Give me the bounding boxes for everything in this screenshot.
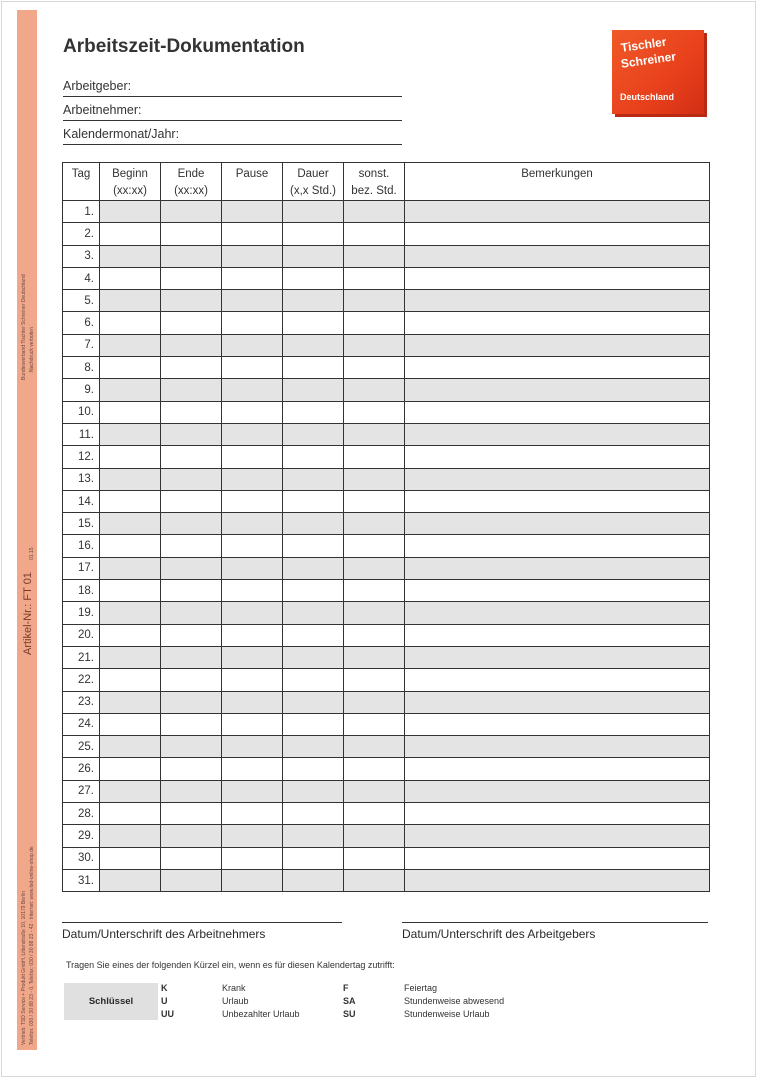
beginn-cell[interactable] <box>100 847 161 869</box>
sonst-cell[interactable] <box>344 713 405 735</box>
dauer-cell[interactable] <box>283 847 344 869</box>
beginn-cell[interactable] <box>100 780 161 802</box>
table-row <box>63 490 710 512</box>
sonst-cell[interactable] <box>344 646 405 668</box>
ende-cell[interactable] <box>161 803 222 825</box>
dauer-cell[interactable] <box>283 736 344 758</box>
sonst-cell[interactable] <box>344 290 405 312</box>
beginn-cell[interactable] <box>100 535 161 557</box>
dauer-cell[interactable] <box>283 758 344 780</box>
code-uu-text: Unbezahlter Urlaub <box>222 1009 300 1019</box>
logo-line-1: Tischler <box>620 34 668 55</box>
table-row <box>63 803 710 825</box>
pause-cell[interactable] <box>222 379 283 401</box>
bemerkungen-cell[interactable] <box>405 758 710 780</box>
day-cell: 15. <box>63 513 100 535</box>
header-ende: Ende (xx:xx) <box>161 163 222 201</box>
dauer-cell[interactable] <box>283 713 344 735</box>
code-k-text: Krank <box>222 983 246 993</box>
ende-cell[interactable] <box>161 557 222 579</box>
ende-cell[interactable] <box>161 624 222 646</box>
bemerkungen-cell[interactable] <box>405 669 710 691</box>
dauer-cell[interactable] <box>283 423 344 445</box>
bemerkungen-cell[interactable] <box>405 602 710 624</box>
ende-cell[interactable] <box>161 223 222 245</box>
table-header-row <box>63 163 710 201</box>
day-cell: 23. <box>63 691 100 713</box>
table-row <box>63 513 710 535</box>
bemerkungen-cell[interactable] <box>405 446 710 468</box>
sonst-cell[interactable] <box>344 490 405 512</box>
pause-cell[interactable] <box>222 513 283 535</box>
day-cell: 27. <box>63 780 100 802</box>
beginn-cell[interactable] <box>100 869 161 891</box>
header-bemerkungen: Bemerkungen <box>405 163 710 201</box>
bemerkungen-cell[interactable] <box>405 357 710 379</box>
sonst-cell[interactable] <box>344 468 405 490</box>
dauer-cell[interactable] <box>283 825 344 847</box>
beginn-cell[interactable] <box>100 602 161 624</box>
ende-cell[interactable] <box>161 490 222 512</box>
day-cell: 30. <box>63 847 100 869</box>
ende-cell[interactable] <box>161 669 222 691</box>
day-cell: 26. <box>63 758 100 780</box>
table-row <box>63 847 710 869</box>
table-row <box>63 401 710 423</box>
pause-cell[interactable] <box>222 713 283 735</box>
day-cell: 3. <box>63 245 100 267</box>
beginn-cell[interactable] <box>100 513 161 535</box>
ende-cell[interactable] <box>161 446 222 468</box>
bemerkungen-cell[interactable] <box>405 825 710 847</box>
bemerkungen-cell[interactable] <box>405 267 710 289</box>
dauer-cell[interactable] <box>283 223 344 245</box>
bemerkungen-cell[interactable] <box>405 557 710 579</box>
day-cell: 13. <box>63 468 100 490</box>
sonst-cell[interactable] <box>344 535 405 557</box>
beginn-cell[interactable] <box>100 624 161 646</box>
dauer-cell[interactable] <box>283 513 344 535</box>
sonst-cell[interactable] <box>344 357 405 379</box>
pause-cell[interactable] <box>222 624 283 646</box>
beginn-cell[interactable] <box>100 267 161 289</box>
bemerkungen-cell[interactable] <box>405 201 710 223</box>
beginn-cell[interactable] <box>100 401 161 423</box>
ende-cell[interactable] <box>161 580 222 602</box>
sonst-cell[interactable] <box>344 201 405 223</box>
pause-cell[interactable] <box>222 290 283 312</box>
code-u-text: Urlaub <box>222 996 249 1006</box>
ende-cell[interactable] <box>161 379 222 401</box>
sonst-cell[interactable] <box>344 401 405 423</box>
day-cell: 24. <box>63 713 100 735</box>
code-sa-text: Stundenweise abwesend <box>404 996 505 1006</box>
employer-field[interactable]: Arbeitgeber: <box>63 79 402 97</box>
code-u: U <box>161 996 168 1006</box>
pause-cell[interactable] <box>222 401 283 423</box>
dauer-cell[interactable] <box>283 290 344 312</box>
pause-cell[interactable] <box>222 267 283 289</box>
ende-cell[interactable] <box>161 535 222 557</box>
dauer-cell[interactable] <box>283 245 344 267</box>
dauer-cell[interactable] <box>283 602 344 624</box>
table-row <box>63 736 710 758</box>
table-row <box>63 379 710 401</box>
beginn-cell[interactable] <box>100 312 161 334</box>
code-sa: SA <box>343 996 356 1006</box>
beginn-cell[interactable] <box>100 557 161 579</box>
dauer-cell[interactable] <box>283 557 344 579</box>
logo-line-3: Deutschland <box>620 92 675 102</box>
day-cell: 20. <box>63 624 100 646</box>
tischler-schreiner-logo <box>612 30 704 114</box>
dauer-cell[interactable] <box>283 691 344 713</box>
table-row <box>63 580 710 602</box>
header-pause: Pause <box>222 163 283 201</box>
pause-cell[interactable] <box>222 669 283 691</box>
day-cell: 12. <box>63 446 100 468</box>
beginn-cell[interactable] <box>100 334 161 356</box>
pause-cell[interactable] <box>222 468 283 490</box>
day-cell: 9. <box>63 379 100 401</box>
beginn-cell[interactable] <box>100 357 161 379</box>
code-su: SU <box>343 1009 356 1019</box>
table-row <box>63 624 710 646</box>
bemerkungen-cell[interactable] <box>405 535 710 557</box>
ende-cell[interactable] <box>161 290 222 312</box>
pause-cell[interactable] <box>222 847 283 869</box>
beginn-cell[interactable] <box>100 669 161 691</box>
table-row <box>63 290 710 312</box>
ende-cell[interactable] <box>161 401 222 423</box>
logo-line-2: Schreiner <box>620 49 677 71</box>
day-cell: 8. <box>63 357 100 379</box>
bemerkungen-cell[interactable] <box>405 401 710 423</box>
pause-cell[interactable] <box>222 446 283 468</box>
pause-cell[interactable] <box>222 758 283 780</box>
table-row <box>63 869 710 891</box>
beginn-cell[interactable] <box>100 423 161 445</box>
ende-cell[interactable] <box>161 334 222 356</box>
bemerkungen-cell[interactable] <box>405 290 710 312</box>
time-table <box>62 162 710 892</box>
code-uu: UU <box>161 1009 174 1019</box>
sonst-cell[interactable] <box>344 446 405 468</box>
day-cell: 10. <box>63 401 100 423</box>
table-row <box>63 691 710 713</box>
bemerkungen-cell[interactable] <box>405 468 710 490</box>
ende-cell[interactable] <box>161 869 222 891</box>
dauer-cell[interactable] <box>283 468 344 490</box>
sonst-cell[interactable] <box>344 780 405 802</box>
dauer-cell[interactable] <box>283 580 344 602</box>
pause-cell[interactable] <box>222 780 283 802</box>
dauer-cell[interactable] <box>283 446 344 468</box>
sonst-cell[interactable] <box>344 669 405 691</box>
day-cell: 4. <box>63 267 100 289</box>
dauer-cell[interactable] <box>283 624 344 646</box>
pause-cell[interactable] <box>222 423 283 445</box>
day-cell: 2. <box>63 223 100 245</box>
pause-cell[interactable] <box>222 691 283 713</box>
dauer-cell[interactable] <box>283 379 344 401</box>
beginn-cell[interactable] <box>100 290 161 312</box>
sonst-cell[interactable] <box>344 624 405 646</box>
beginn-cell[interactable] <box>100 490 161 512</box>
pause-cell[interactable] <box>222 825 283 847</box>
sonst-cell[interactable] <box>344 245 405 267</box>
sonst-cell[interactable] <box>344 869 405 891</box>
key-label: Schlüssel <box>64 983 158 1020</box>
pause-cell[interactable] <box>222 223 283 245</box>
day-cell: 5. <box>63 290 100 312</box>
beginn-cell[interactable] <box>100 736 161 758</box>
table-row <box>63 267 710 289</box>
sonst-cell[interactable] <box>344 803 405 825</box>
side-note-bottom-2: Telefon: 030 / 30 88 23 - 0, Telefax: 030 / 30 88 23 - 42 · Internet: www.tsd-online-shop.de <box>29 846 35 1045</box>
employee-field[interactable]: Arbeitnehmer: <box>63 103 402 121</box>
code-su-text: Stundenweise Urlaub <box>404 1009 490 1019</box>
table-row <box>63 423 710 445</box>
header-tag: Tag <box>63 163 100 201</box>
ende-cell[interactable] <box>161 758 222 780</box>
pause-cell[interactable] <box>222 646 283 668</box>
pause-cell[interactable] <box>222 602 283 624</box>
table-row <box>63 758 710 780</box>
day-cell: 17. <box>63 557 100 579</box>
ende-cell[interactable] <box>161 646 222 668</box>
pause-cell[interactable] <box>222 245 283 267</box>
bemerkungen-cell[interactable] <box>405 580 710 602</box>
pause-cell[interactable] <box>222 535 283 557</box>
bemerkungen-cell[interactable] <box>405 646 710 668</box>
bemerkungen-cell[interactable] <box>405 513 710 535</box>
table-row <box>63 468 710 490</box>
dauer-cell[interactable] <box>283 869 344 891</box>
bemerkungen-cell[interactable] <box>405 736 710 758</box>
table-row <box>63 357 710 379</box>
beginn-cell[interactable] <box>100 468 161 490</box>
sonst-cell[interactable] <box>344 267 405 289</box>
day-cell: 21. <box>63 646 100 668</box>
month-year-field[interactable]: Kalendermonat/Jahr: <box>63 127 402 145</box>
ende-cell[interactable] <box>161 736 222 758</box>
sonst-cell[interactable] <box>344 580 405 602</box>
sonst-cell[interactable] <box>344 557 405 579</box>
bemerkungen-cell[interactable] <box>405 869 710 891</box>
pause-cell[interactable] <box>222 869 283 891</box>
day-cell: 7. <box>63 334 100 356</box>
header-dauer: Dauer (x,x Std.) <box>283 163 344 201</box>
table-row <box>63 223 710 245</box>
day-cell: 22. <box>63 669 100 691</box>
day-cell: 19. <box>63 602 100 624</box>
beginn-cell[interactable] <box>100 825 161 847</box>
sonst-cell[interactable] <box>344 423 405 445</box>
beginn-cell[interactable] <box>100 201 161 223</box>
beginn-cell[interactable] <box>100 223 161 245</box>
sonst-cell[interactable] <box>344 223 405 245</box>
dauer-cell[interactable] <box>283 312 344 334</box>
beginn-cell[interactable] <box>100 803 161 825</box>
sonst-cell[interactable] <box>344 379 405 401</box>
table-row <box>63 780 710 802</box>
employee-signature-line[interactable]: Datum/Unterschrift des Arbeitnehmers <box>62 922 342 941</box>
page-title: Arbeitszeit-Dokumentation <box>63 36 305 57</box>
table-row <box>63 646 710 668</box>
day-cell: 31. <box>63 869 100 891</box>
pause-cell[interactable] <box>222 580 283 602</box>
dauer-cell[interactable] <box>283 803 344 825</box>
day-cell: 11. <box>63 423 100 445</box>
sonst-cell[interactable] <box>344 513 405 535</box>
dauer-cell[interactable] <box>283 669 344 691</box>
ende-cell[interactable] <box>161 267 222 289</box>
dauer-cell[interactable] <box>283 490 344 512</box>
day-cell: 6. <box>63 312 100 334</box>
day-cell: 1. <box>63 201 100 223</box>
article-number: Artikel-Nr.: FT 01 <box>22 572 34 655</box>
beginn-cell[interactable] <box>100 713 161 735</box>
bemerkungen-cell[interactable] <box>405 334 710 356</box>
ende-cell[interactable] <box>161 357 222 379</box>
dauer-cell[interactable] <box>283 334 344 356</box>
beginn-cell[interactable] <box>100 245 161 267</box>
dauer-cell[interactable] <box>283 201 344 223</box>
bemerkungen-cell[interactable] <box>405 312 710 334</box>
ende-cell[interactable] <box>161 513 222 535</box>
beginn-cell[interactable] <box>100 691 161 713</box>
pause-cell[interactable] <box>222 490 283 512</box>
pause-cell[interactable] <box>222 357 283 379</box>
table-row <box>63 446 710 468</box>
sonst-cell[interactable] <box>344 691 405 713</box>
sonst-cell[interactable] <box>344 736 405 758</box>
table-row <box>63 602 710 624</box>
bemerkungen-cell[interactable] <box>405 223 710 245</box>
beginn-cell[interactable] <box>100 580 161 602</box>
dauer-cell[interactable] <box>283 535 344 557</box>
bemerkungen-cell[interactable] <box>405 490 710 512</box>
code-f-text: Feiertag <box>404 983 438 993</box>
ende-cell[interactable] <box>161 691 222 713</box>
table-row <box>63 312 710 334</box>
day-cell: 28. <box>63 803 100 825</box>
ende-cell[interactable] <box>161 245 222 267</box>
pause-cell[interactable] <box>222 312 283 334</box>
beginn-cell[interactable] <box>100 379 161 401</box>
ende-cell[interactable] <box>161 847 222 869</box>
day-cell: 16. <box>63 535 100 557</box>
day-cell: 14. <box>63 490 100 512</box>
bemerkungen-cell[interactable] <box>405 245 710 267</box>
bemerkungen-cell[interactable] <box>405 379 710 401</box>
ende-cell[interactable] <box>161 602 222 624</box>
code-k: K <box>161 983 168 993</box>
bemerkungen-cell[interactable] <box>405 624 710 646</box>
pause-cell[interactable] <box>222 557 283 579</box>
bemerkungen-cell[interactable] <box>405 423 710 445</box>
ende-cell[interactable] <box>161 713 222 735</box>
side-note-top-2: Nachdruck verboten <box>29 327 35 372</box>
bemerkungen-cell[interactable] <box>405 691 710 713</box>
beginn-cell[interactable] <box>100 446 161 468</box>
bemerkungen-cell[interactable] <box>405 803 710 825</box>
sonst-cell[interactable] <box>344 825 405 847</box>
sonst-cell[interactable] <box>344 847 405 869</box>
beginn-cell[interactable] <box>100 758 161 780</box>
pause-cell[interactable] <box>222 803 283 825</box>
sonst-cell[interactable] <box>344 602 405 624</box>
bemerkungen-cell[interactable] <box>405 847 710 869</box>
dauer-cell[interactable] <box>283 267 344 289</box>
ende-cell[interactable] <box>161 423 222 445</box>
day-cell: 29. <box>63 825 100 847</box>
bemerkungen-cell[interactable] <box>405 713 710 735</box>
bemerkungen-cell[interactable] <box>405 780 710 802</box>
legend-instruction: Tragen Sie eines der folgenden Kürzel ein, wenn es für diesen Kalendertag zutrifft: <box>66 960 395 970</box>
dauer-cell[interactable] <box>283 401 344 423</box>
table-row <box>63 713 710 735</box>
dauer-cell[interactable] <box>283 646 344 668</box>
side-note-top-1: Bundesverband Tischler Schreiner Deutschland <box>21 274 27 380</box>
pause-cell[interactable] <box>222 201 283 223</box>
header-sonst: sonst. bez. Std. <box>344 163 405 201</box>
article-date: 01.15 <box>29 547 35 560</box>
beginn-cell[interactable] <box>100 646 161 668</box>
day-cell: 18. <box>63 580 100 602</box>
table-row <box>63 557 710 579</box>
sonst-cell[interactable] <box>344 312 405 334</box>
table-row <box>63 334 710 356</box>
ende-cell[interactable] <box>161 201 222 223</box>
ende-cell[interactable] <box>161 468 222 490</box>
employer-signature-line[interactable]: Datum/Unterschrift des Arbeitgebers <box>402 922 708 941</box>
dauer-cell[interactable] <box>283 780 344 802</box>
table-row <box>63 201 710 223</box>
ende-cell[interactable] <box>161 780 222 802</box>
pause-cell[interactable] <box>222 334 283 356</box>
header-beginn: Beginn (xx:xx) <box>100 163 161 201</box>
pause-cell[interactable] <box>222 736 283 758</box>
ende-cell[interactable] <box>161 312 222 334</box>
sonst-cell[interactable] <box>344 758 405 780</box>
dauer-cell[interactable] <box>283 357 344 379</box>
sonst-cell[interactable] <box>344 334 405 356</box>
day-cell: 25. <box>63 736 100 758</box>
side-note-bottom-1: Vertrieb: TSD Service + Produkt GmbH, Littenstraße 10, 10179 Berlin <box>21 891 27 1045</box>
code-f: F <box>343 983 349 993</box>
table-row <box>63 535 710 557</box>
table-row <box>63 825 710 847</box>
table-row <box>63 245 710 267</box>
table-row <box>63 669 710 691</box>
ende-cell[interactable] <box>161 825 222 847</box>
